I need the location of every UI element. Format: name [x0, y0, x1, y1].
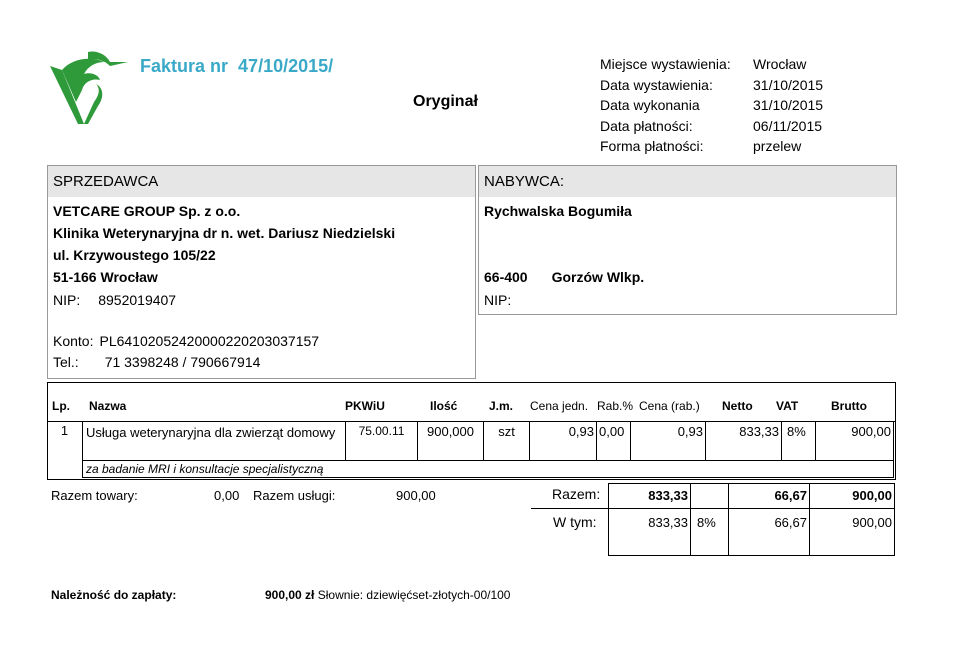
row-rab: 0,00 [596, 421, 631, 461]
row-nazwa: Usługa weterynaryjna dla zwierząt domowy [82, 421, 346, 461]
buyer-address [484, 269, 644, 285]
col-netto: Netto [722, 399, 753, 413]
meta-value: 06/11/2015 [753, 117, 823, 134]
invoice-meta [600, 54, 823, 157]
meta-label: Data wykonania [600, 97, 700, 113]
seller-city: 51-166 Wrocław [53, 269, 158, 285]
payment-line [265, 588, 510, 602]
buyer-name: Rychwalska Bogumiła [484, 203, 632, 219]
col-brutto: Brutto [831, 399, 867, 413]
razem-uslugi-label: Razem usługi: [253, 488, 336, 503]
row-cena-rab: 0,93 [630, 421, 706, 461]
row-cena-jedn: 0,93 [529, 421, 597, 461]
wtym-netto: 833,33 [608, 508, 691, 556]
razem-brutto: 900,00 [809, 483, 895, 509]
col-pkwiu: PKWiU [345, 399, 385, 413]
seller-name: VETCARE GROUP Sp. z o.o. [53, 203, 241, 219]
meta-value: Wrocław [753, 56, 807, 72]
row-netto: 833,33 [705, 421, 782, 461]
seller-tel [53, 354, 260, 370]
row-brutto: 900,00 [815, 421, 894, 461]
razem-label: Razem: [552, 486, 601, 502]
tel-label: Tel.: [53, 354, 79, 370]
company-logo [48, 48, 130, 128]
buyer-postal: 66-400 [484, 269, 528, 285]
razem-netto: 833,33 [608, 483, 691, 509]
meta-label: Data płatności: [600, 117, 693, 134]
tel-value: 71 3398248 / 790667914 [104, 354, 261, 370]
seller-clinic: Klinika Weterynaryjna dr n. wet. Dariusz Niedzielski [53, 225, 396, 241]
table-row [47, 421, 895, 461]
invoice-title [140, 56, 333, 77]
payment-amount: 900,00 zł [265, 588, 315, 602]
payment-label: Należność do zapłaty: [51, 588, 177, 602]
razem-uslugi-value: 900,00 [396, 488, 436, 503]
buyer-city: Gorzów Wlkp. [551, 269, 645, 285]
nip-label: NIP: [53, 292, 81, 308]
col-vat: VAT [776, 399, 799, 413]
row-pkwiu: 75.00.11 [345, 421, 418, 461]
col-rab: Rab.% [597, 399, 634, 413]
meta-row [600, 75, 823, 96]
title-label: Faktura nr [140, 56, 229, 76]
seller-nip [53, 292, 176, 308]
row-note: za badanie MRI i konsultacje specjalistyczną [82, 460, 894, 478]
seller-box [47, 165, 476, 379]
razem-towary-label: Razem towary: [51, 488, 138, 503]
meta-row [600, 116, 823, 137]
col-cena-jedn: Cena jedn. [530, 399, 589, 413]
razem-vat-amount: 66,67 [728, 483, 810, 509]
wtym-label: W tym: [553, 514, 597, 530]
seller-konto [53, 333, 319, 349]
wtym-brutto: 900,00 [809, 508, 895, 556]
invoice-number: 47/10/2015/ [238, 56, 334, 76]
col-jm: J.m. [489, 399, 514, 413]
meta-label: Forma płatności: [600, 138, 704, 154]
payment-words: Słownie: dziewięćset-złotych-00/100 [317, 588, 511, 602]
original-label: Oryginał [413, 93, 478, 110]
wtym-vat-rate: 8% [690, 508, 729, 556]
col-ilosc: Ilość [430, 399, 458, 413]
meta-value: 31/10/2015 [753, 76, 824, 93]
nip-value: 8952019407 [98, 292, 177, 308]
wtym-vat-amount: 66,67 [728, 508, 810, 556]
row-lp: 1 [60, 423, 69, 438]
meta-label: Miejsce wystawienia: [600, 56, 731, 72]
meta-label: Data wystawienia: [600, 76, 713, 93]
konto-value: PL64102052420000220203037157 [99, 333, 320, 349]
row-vat: 8% [781, 421, 816, 461]
konto-label: Konto: [53, 333, 94, 349]
col-lp: Lp. [52, 399, 70, 413]
buyer-header: NABYWCA: [479, 166, 896, 197]
meta-row [600, 54, 823, 75]
meta-value: przelew [753, 138, 802, 154]
buyer-box [478, 165, 897, 315]
seller-header: SPRZEDAWCA [48, 166, 475, 197]
meta-row [600, 95, 823, 116]
meta-row [600, 136, 823, 157]
razem-towary-value: 0,00 [214, 488, 240, 503]
col-cena-rab: Cena (rab.) [639, 399, 700, 413]
meta-value: 31/10/2015 [753, 97, 824, 113]
row-ilosc: 900,000 [417, 421, 484, 461]
buyer-nip: NIP: [484, 292, 512, 308]
seller-street: ul. Krzywoustego 105/22 [53, 247, 216, 263]
col-nazwa: Nazwa [89, 399, 127, 413]
razem-vat-rate [690, 483, 729, 509]
row-jm: szt [483, 421, 530, 461]
